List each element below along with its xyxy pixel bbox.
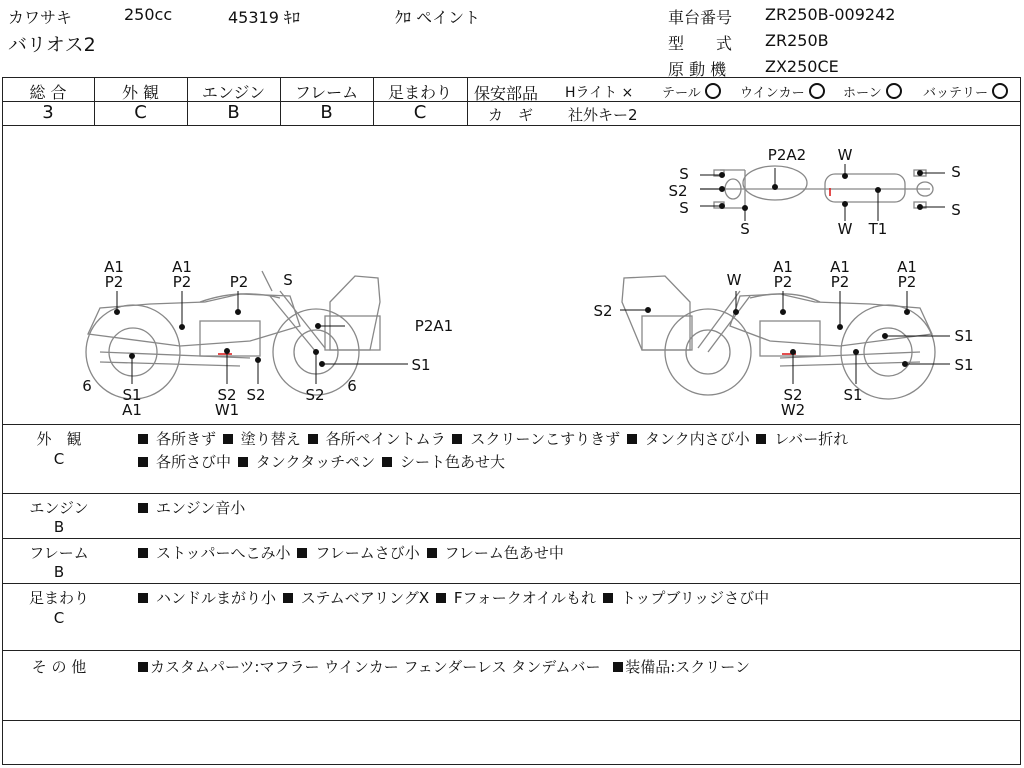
section-exterior-line-2 [136,451,505,472]
section-suspension-label: 足まわり [28,589,89,607]
diag-label: S [679,199,689,217]
bullet-square-icon [138,434,148,444]
mileage: 45319 ｷﾛ [228,8,300,27]
note-item: ハンドルまがり小 [156,589,277,607]
frame-no: ZR250B-009242 [765,5,896,24]
bullet-square-icon [613,662,623,672]
bullet-square-icon [138,662,148,672]
engine-label: 原 動 機 [668,60,727,79]
diag-label: A1 [830,258,850,276]
section-exterior-label: 外 観 [36,430,82,448]
bullet-square-icon [223,434,233,444]
diag-label: P2 [773,273,793,291]
diag-label: T1 [868,220,888,238]
diag-label: S [283,271,293,289]
damage-diagram [0,126,1024,424]
sec-divider-3 [2,583,1021,584]
note-item: 各所さび中 [156,453,232,471]
diag-label: W [726,271,742,289]
note-item: 各所ペイントムラ [325,430,446,448]
note-item: タンクタッチペン [255,453,376,471]
bullet-square-icon [297,548,307,558]
safety-horn-label: ホーン [843,86,882,101]
note-item: ステムベアリングX [300,589,430,607]
diagram-bottom [2,424,1021,425]
diag-label: A1 [773,258,793,276]
grade-engine-value: B [227,102,240,123]
diag-label: P2A1 [414,317,454,335]
diag-label: A1 [122,401,142,419]
note-item: フレームさび小 [315,544,420,562]
bullet-square-icon [283,593,293,603]
diag-label: S1 [954,356,974,374]
bike-right-view [622,276,935,399]
bike-top-view [700,166,933,208]
note-item: エンジン音小 [156,499,246,517]
diag-label: A1 [172,258,192,276]
bullet-square-icon [138,593,148,603]
diag-label: S1 [122,386,142,404]
diag-label: W1 [214,401,240,419]
section-frame-line-1 [136,542,564,563]
note-item: Fフォークオイルもれ [453,589,597,607]
ok-circle-icon [705,83,721,99]
diag-label: S [951,201,961,219]
grade-frame-label: フレーム [294,83,359,102]
bullet-square-icon [756,434,766,444]
safety-battery-label: バッテリー [923,86,989,101]
diag-label: S [740,220,750,238]
key-value: 社外キー2 [568,106,638,124]
diag-label: W2 [780,401,806,419]
note-item: 装備品:スクリーン [625,658,751,676]
grade-col-5 [467,77,468,125]
safety-headlight: Hライト × [565,85,634,101]
diag-label: S2 [783,386,803,404]
bullet-square-icon [427,548,437,558]
diag-label: P2 [897,273,917,291]
color: ｸﾛ ペイント [395,8,481,27]
model-name: バリオス2 [8,34,96,56]
sec-divider-4 [2,650,1021,651]
diag-label: S1 [843,386,863,404]
section-suspension-grade: C [53,609,65,627]
grade-engine-label: エンジン [201,83,266,102]
section-exterior-grade: C [53,450,65,468]
safety-winker-label: ウインカー [740,86,805,101]
diag-label: A1 [104,258,124,276]
diag-label: S [679,165,689,183]
safety-divider [469,101,1021,102]
bullet-square-icon [138,503,148,513]
ok-circle-icon [992,83,1008,99]
ok-circle-icon [886,83,902,99]
key-label: カ ギ [488,106,534,124]
diag-label: S2 [668,182,688,200]
frame-no-label: 車台番号 [668,8,733,27]
diag-label: S [951,163,961,181]
note-item: レバー折れ [774,430,849,448]
diag-label: P2 [104,273,124,291]
section-engine-label: エンジン [29,499,89,517]
displacement: 250cc [124,5,173,24]
note-item: 各所きず [156,430,217,448]
diag-label: 6 [347,377,357,395]
diag-label: S2 [305,386,325,404]
note-item: ストッパーへこみ小 [156,544,291,562]
section-frame-grade: B [53,563,65,581]
note-item: フレーム色あせ中 [444,544,564,562]
grade-total-label: 総 合 [29,83,67,102]
diag-label: P2 [229,273,249,291]
bullet-square-icon [238,457,248,467]
safety-label: 保安部品 [474,84,539,103]
bullet-square-icon [138,457,148,467]
note-item: タンク内さび小 [644,430,750,448]
grade-frame-value: B [320,102,333,123]
safety-battery [923,82,1008,101]
sec-divider-1 [2,493,1021,494]
grade-total-value: 3 [42,102,54,123]
diag-label: S1 [954,327,974,345]
diag-label: S2 [246,386,266,404]
diag-label: P2A2 [767,146,807,164]
section-engine-line-1 [136,497,245,518]
safety-horn [843,82,902,101]
section-exterior-line-1 [136,428,848,449]
note-item: シート色あせ大 [399,453,505,471]
diag-label: P2 [172,273,192,291]
safety-tail [662,82,721,101]
note-item: スクリーンこすりきず [470,430,621,448]
diag-label: A1 [897,258,917,276]
type-label: 型 式 [668,34,733,53]
section-other-line-1 [136,656,750,677]
diag-label: P2 [830,273,850,291]
type: ZR250B [765,31,829,50]
sec-divider-5 [2,720,1021,721]
engine: ZX250CE [765,57,839,76]
diag-label: 6 [82,377,92,395]
note-item: 塗り替え [240,430,301,448]
section-other-label: そ の 他 [31,658,87,676]
bullet-square-icon [138,548,148,558]
diag-label: W [837,220,853,238]
grade-exterior-value: C [134,102,147,123]
diag-label: S1 [411,356,431,374]
bullet-square-icon [452,434,462,444]
bullet-square-icon [627,434,637,444]
grade-exterior-label: 外 観 [121,83,160,102]
grade-suspension-label: 足まわり [387,83,452,102]
ok-circle-icon [809,83,825,99]
section-suspension-line-1 [136,587,769,608]
sec-divider-2 [2,538,1021,539]
bullet-square-icon [436,593,446,603]
maker: カワサキ [8,8,73,27]
note-item: トップブリッジさび中 [620,589,770,607]
bullet-square-icon [382,457,392,467]
bullet-square-icon [603,593,613,603]
bullet-square-icon [308,434,318,444]
section-engine-grade: B [53,518,65,536]
grade-suspension-value: C [413,102,427,123]
note-item: カスタムパーツ:マフラー ウインカー フェンダーレス タンデムバー [150,658,601,676]
section-frame-label: フレーム [29,544,89,562]
safety-tail-label: テール [662,86,701,101]
diag-label: S2 [593,302,613,320]
diag-label: W [837,146,853,164]
safety-winker [740,82,825,101]
diag-label: S2 [217,386,237,404]
